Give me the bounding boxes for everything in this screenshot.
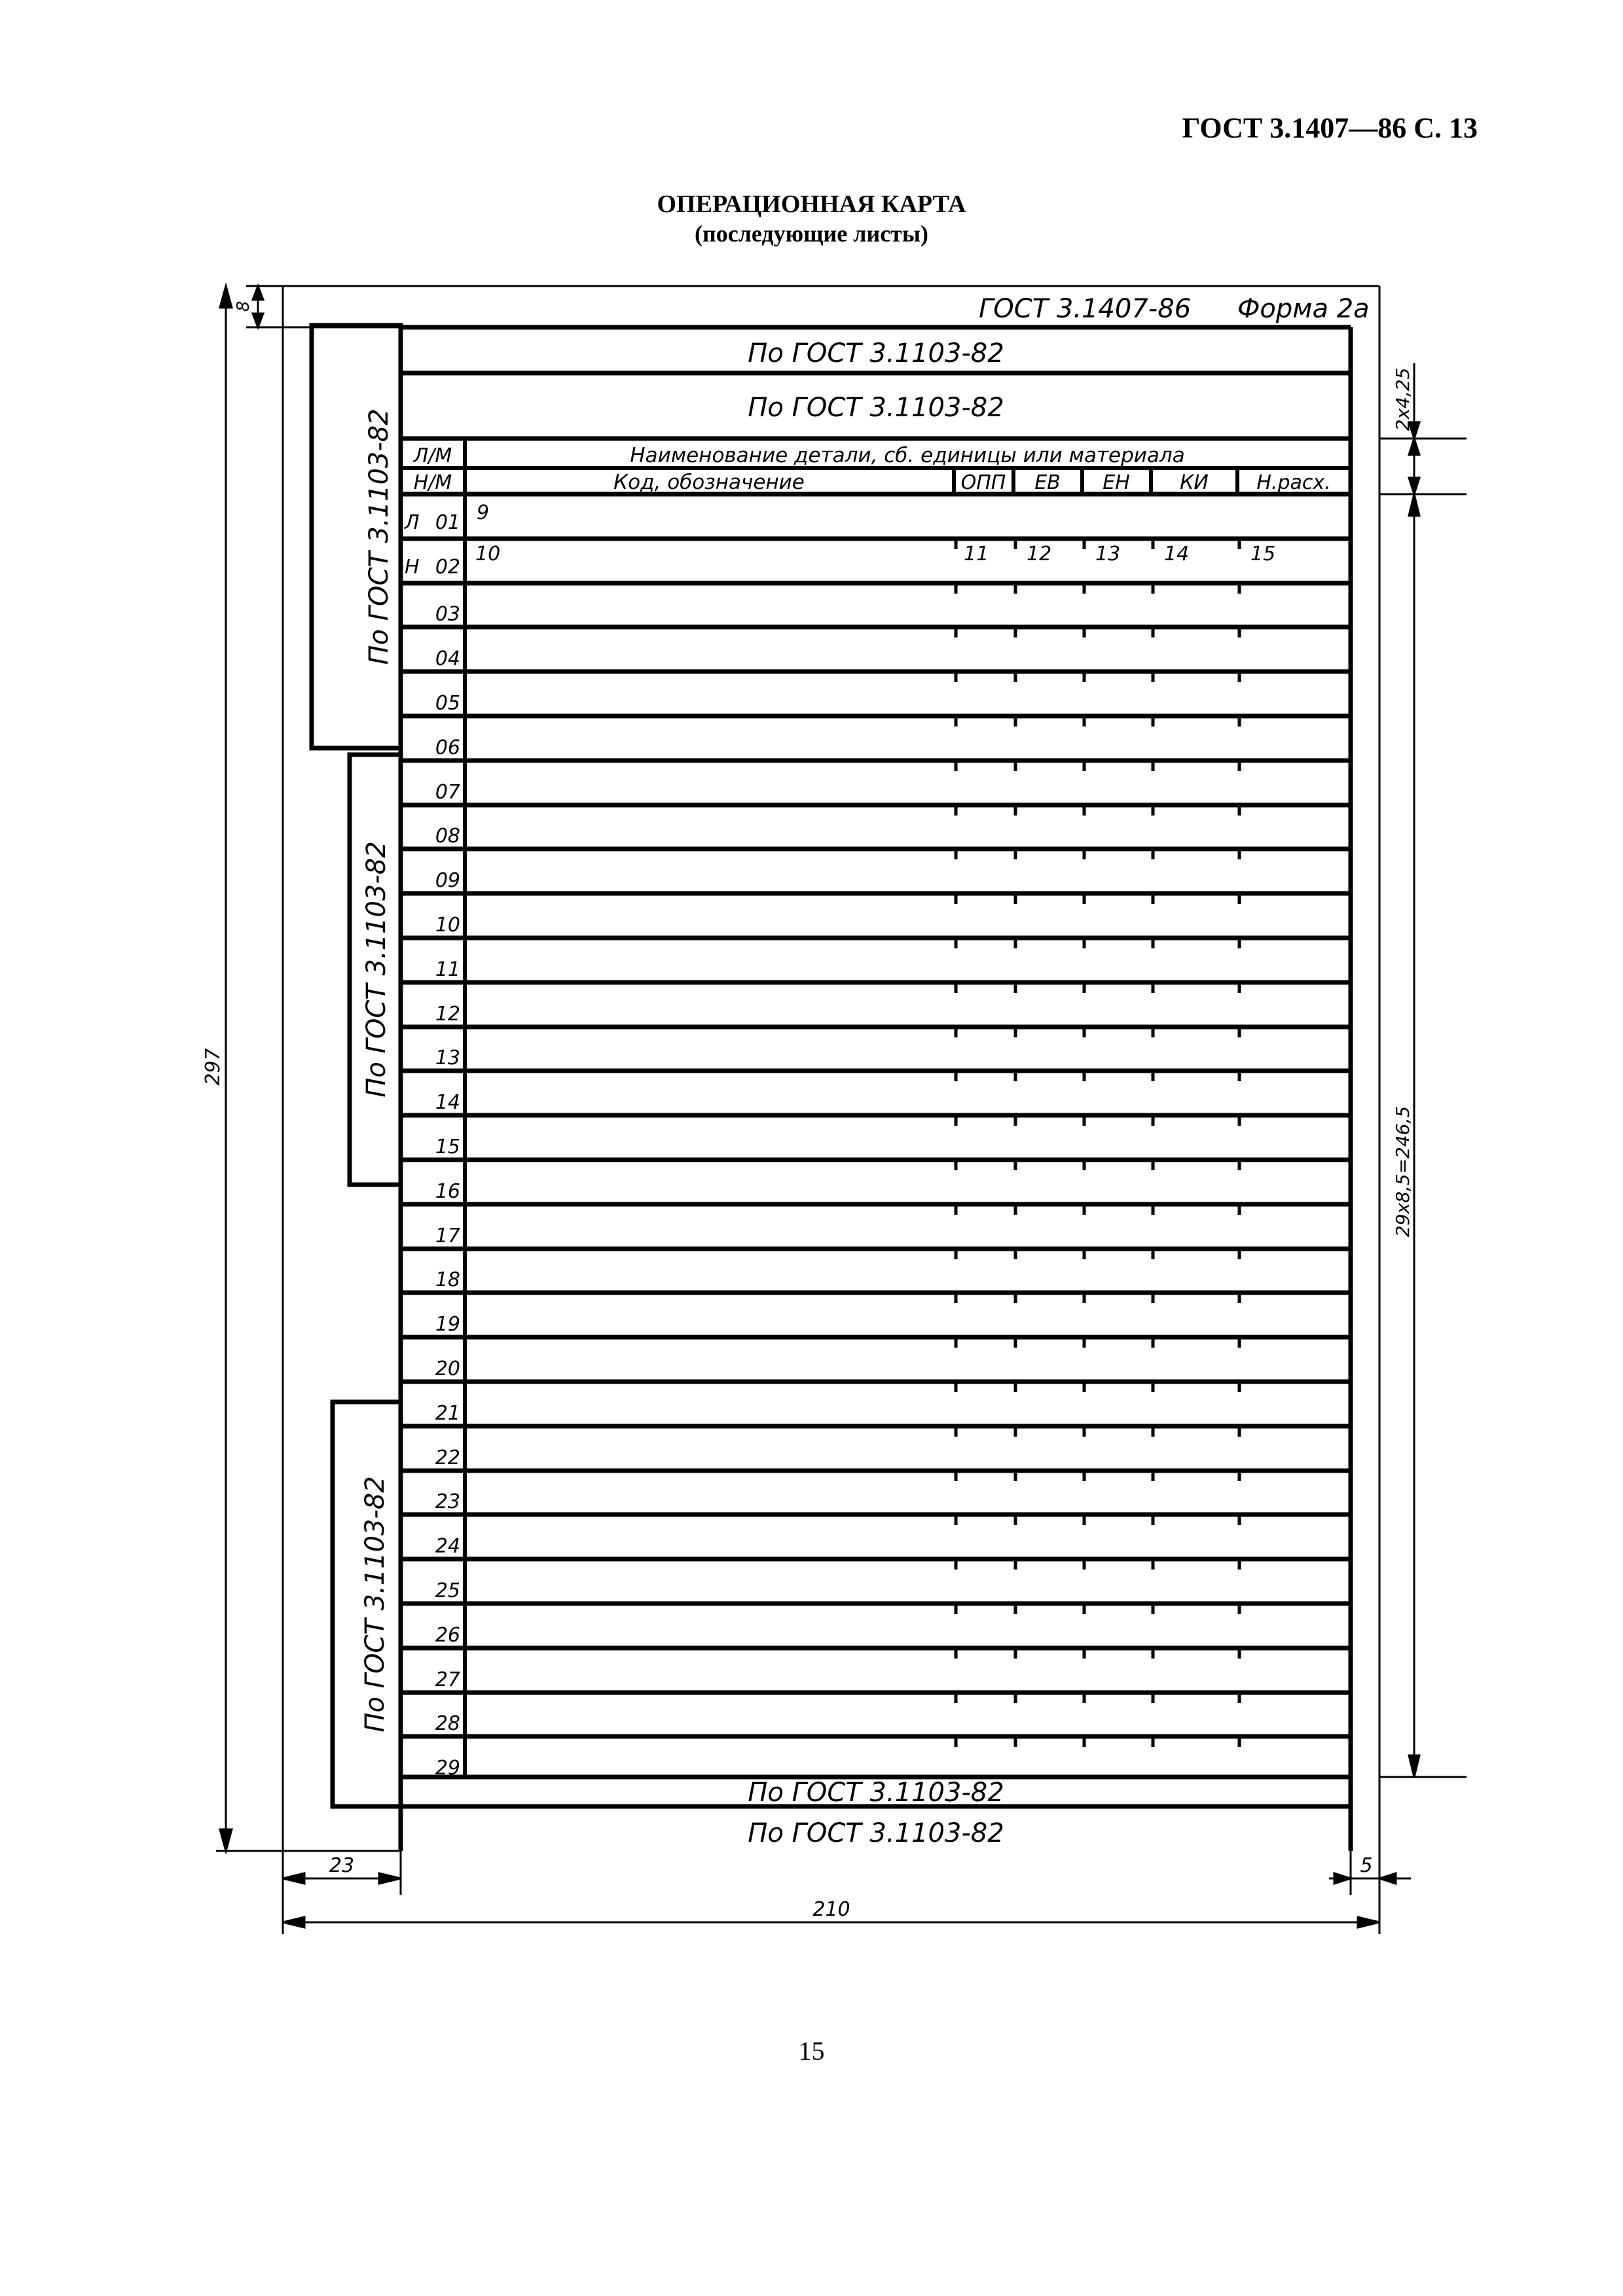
row2-col-13: 13 [1095,543,1121,565]
stamp-ref-1: По ГОСТ 3.1103-82 [364,408,394,665]
row-number: 26 [435,1624,460,1647]
row2-field: 10 [475,543,501,565]
name-header: Наименование детали, сб. единицы или материала [630,444,1185,467]
card-subtitle: (последующие листы) [695,221,928,247]
row2-prefix: Н [405,556,420,579]
row-number: 08 [435,825,460,848]
row-number: 13 [435,1047,460,1069]
stamp-ref-3: По ГОСТ 3.1103-82 [360,1476,390,1732]
row-number: 18 [435,1268,460,1291]
dim-top-margin: 8 [234,300,253,312]
row1-prefix: Л [405,511,420,534]
ref-text-top-2: По ГОСТ 3.1103-82 [748,393,1004,423]
nm-label: Н/М [413,471,452,494]
row-number: 15 [435,1136,460,1158]
ref-text-bottom-2: По ГОСТ 3.1103-82 [748,1818,1004,1848]
row2-col-11: 11 [964,543,989,565]
row-number: 12 [435,1003,460,1026]
row-number: 16 [435,1180,460,1203]
row1-field: 9 [477,501,490,524]
row-number: 19 [435,1313,460,1336]
nras-header: Н.расх. [1256,471,1331,494]
row2-col-15: 15 [1250,543,1276,565]
row-number: 14 [435,1091,460,1114]
row-number: 21 [435,1402,460,1425]
row-number: 10 [435,914,460,937]
dim-left-margin: 23 [329,1854,355,1877]
dim-width-total: 210 [812,1898,850,1921]
row-number: 03 [435,603,460,626]
row1-number: 01 [435,511,460,534]
ki-header: КИ [1180,471,1209,494]
row2-col-14: 14 [1164,543,1190,565]
ref-text-bottom-1: По ГОСТ 3.1103-82 [748,1778,1004,1808]
row-number: 27 [435,1668,460,1691]
en-header: ЕН [1103,471,1130,494]
row-number: 20 [435,1357,460,1380]
dim-body-rows: 29x8,5=246,5 [1392,1105,1413,1238]
ref-text-top-1: По ГОСТ 3.1103-82 [748,338,1004,368]
dim-height-total: 297 [202,1048,225,1086]
code-header: Код, обозначение [613,471,805,494]
row-number: 05 [435,692,460,715]
lm-label: Л/М [413,444,452,467]
row-number: 23 [435,1490,460,1513]
row-number: 22 [435,1446,460,1469]
stamp-ref-2: По ГОСТ 3.1103-82 [361,841,392,1098]
row-number: 29 [435,1757,460,1780]
dim-right-margin: 5 [1360,1854,1373,1877]
row-number: 09 [435,869,460,892]
form-standard: ГОСТ 3.1407-86 [979,294,1192,324]
gost-page-header: ГОСТ 3.1407—86 С. 13 [1182,112,1478,144]
row-number: 06 [435,736,460,759]
row-number: 07 [435,781,460,804]
opp-header: ОПП [960,471,1006,494]
ev-header: ЕВ [1034,471,1061,494]
form-label: Форма 2а [1237,294,1370,324]
row2-number: 02 [435,556,460,579]
row2-col-12: 12 [1027,543,1052,565]
row-number: 17 [435,1225,460,1247]
row-number: 28 [435,1712,460,1735]
dim-header-rows: 2x4,25 [1392,367,1413,431]
row-number: 11 [435,958,460,981]
row-number: 24 [435,1535,460,1558]
row-number: 04 [435,647,460,670]
row-number: 25 [435,1579,460,1602]
card-title: ОПЕРАЦИОННАЯ КАРТА [657,190,966,218]
page-number: 15 [798,2036,825,2066]
